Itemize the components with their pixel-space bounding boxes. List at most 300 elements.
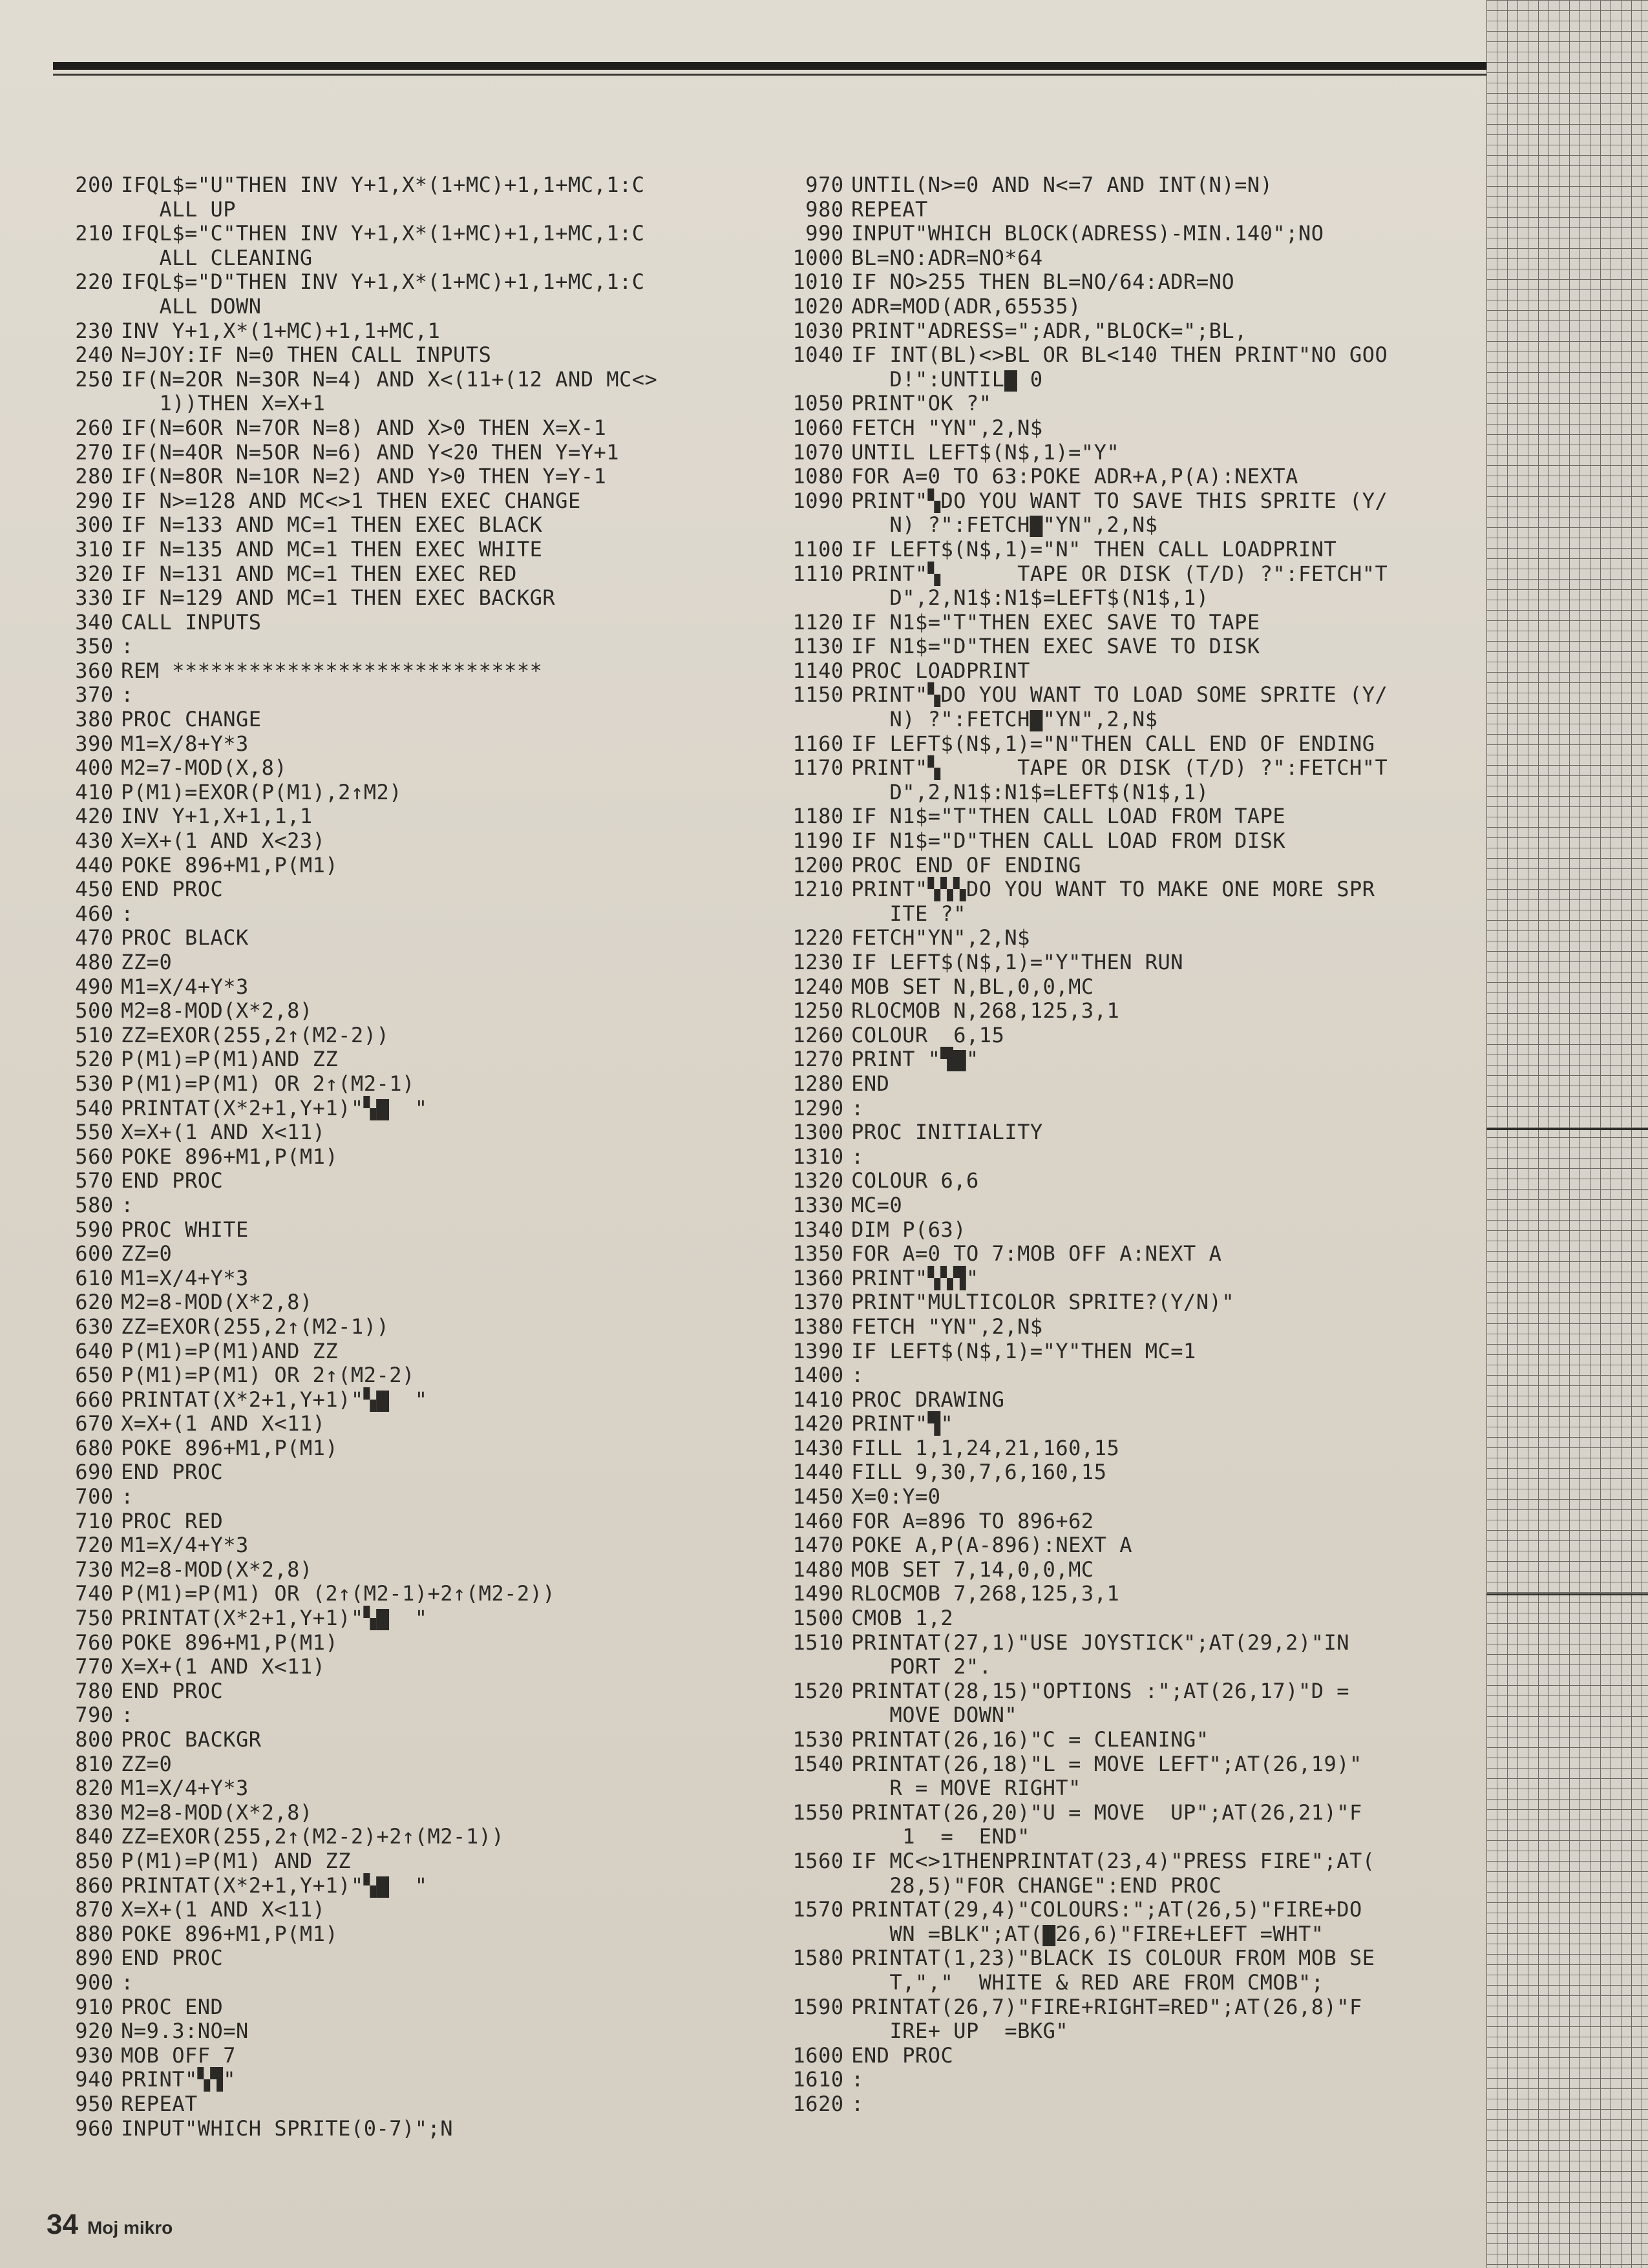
line-code: PRINT"▚DO YOU WANT TO LOAD SOME SPRITE (Y/ [851,682,1388,708]
code-line [39,1339,737,1364]
code-line [39,246,737,271]
code-line [769,2019,1480,2044]
line-code: PRINT"▚DO YOU WANT TO SAVE THIS SPRITE (Y/ [851,488,1388,513]
code-line [39,829,737,854]
code-line [769,1752,1480,1777]
line-number: 420 [75,804,114,829]
code-line [39,1290,737,1315]
line-number: 1270 [792,1047,844,1072]
line-code: PROC WHITE [121,1217,249,1242]
line-number: 1540 [792,1751,844,1776]
line-code: FOR A=0 TO 7:MOB OFF A:NEXT A [851,1241,1222,1266]
line-number: 430 [75,828,114,854]
line-code: PRINTAT(X*2+1,Y+1)"▚▇ " [121,1873,428,1898]
line-number: 1020 [792,293,844,319]
line-number: 1100 [792,536,844,562]
code-line [39,1728,737,1752]
code-line [769,950,1480,975]
line-code: PROC RED [121,1508,224,1533]
code-line [769,1193,1480,1218]
line-code: IF N1$="T"THEN CALL LOAD FROM TAPE [851,804,1286,829]
line-number: 380 [75,707,114,732]
code-line [39,659,737,684]
line-number [39,246,114,271]
code-line [769,1412,1480,1436]
line-number: 1240 [792,974,844,999]
line-number [769,708,844,732]
code-line [769,295,1480,319]
code-line [769,319,1480,344]
line-number: 870 [75,1897,114,1922]
line-code: ALL DOWN [121,293,262,319]
line-code: MOB SET 7,14,0,0,MC [851,1557,1094,1582]
code-line [769,1606,1480,1631]
line-code: PROC BACKGR [121,1727,262,1752]
line-code: M2=8-MOD(X*2,8) [121,1290,313,1315]
code-line [39,489,737,514]
line-number: 1390 [792,1338,844,1363]
line-code: CALL INPUTS [121,609,262,635]
line-number [769,1922,844,1947]
line-code: END PROC [121,877,224,902]
code-line [39,562,737,587]
line-number: 650 [75,1363,114,1388]
line-code: FILL 9,30,7,6,160,15 [851,1460,1107,1485]
line-code: COLOUR 6,15 [851,1022,1005,1047]
line-code: X=X+(1 AND X<11) [121,1120,326,1145]
line-number: 1120 [792,609,844,635]
line-code: POKE 896+M1,P(M1) [121,852,339,877]
line-number [39,198,114,222]
code-line [39,1485,737,1509]
line-code: N=JOY:IF N=0 THEN CALL INPUTS [121,342,492,368]
line-number: 1370 [792,1290,844,1315]
line-code: INV Y+1,X+1,1,1 [121,804,313,829]
line-code: POKE 896+M1,P(M1) [121,1921,339,1946]
line-code: PROC END OF ENDING [851,852,1081,877]
line-number: 1530 [792,1727,844,1752]
line-number: 1440 [792,1460,844,1485]
line-number: 1560 [792,1848,844,1873]
line-number: 820 [75,1776,114,1801]
line-number [769,1874,844,1898]
line-number: 560 [75,1144,114,1169]
line-number [769,1825,844,1849]
line-number: 1600 [792,2042,844,2068]
code-line [769,1120,1480,1145]
code-line [769,1218,1480,1243]
code-line [39,1218,737,1243]
line-code: PRINT"MULTICOLOR SPRITE?(Y/N)" [851,1290,1235,1315]
code-line [39,1874,737,1898]
line-number: 390 [75,731,114,756]
line-code: : [121,901,134,926]
code-line [769,1024,1480,1048]
line-number: 460 [75,901,114,926]
line-code: BL=NO:ADR=NO*64 [851,245,1043,270]
code-line [769,1825,1480,1849]
code-line [769,198,1480,222]
line-code: POKE A,P(A-896):NEXT A [851,1533,1132,1558]
line-number: 1460 [792,1508,844,1533]
margin-mark [1486,1593,1648,1595]
line-number: 200 [75,173,114,197]
line-code: : [121,1192,134,1217]
line-number: 1090 [792,488,844,513]
line-number: 210 [75,221,114,246]
code-line [39,2019,737,2044]
line-code: PROC END [121,1994,224,2019]
line-number: 1590 [792,1994,844,2019]
code-line [39,732,737,757]
code-line [769,1072,1480,1097]
code-line [769,635,1480,659]
code-line [39,1120,737,1145]
code-line [39,2044,737,2068]
line-number: 1000 [792,245,844,270]
code-line [39,1898,737,1922]
code-line [39,1825,737,1849]
code-line [769,1290,1480,1315]
code-line [39,854,737,878]
code-line [39,270,737,295]
line-number [769,368,844,392]
line-code: P(M1)=EXOR(P(M1),2↑M2) [121,779,402,804]
code-line [39,1922,737,1947]
line-code: ZZ=0 [121,950,173,974]
line-number: 1290 [792,1095,844,1120]
line-number: 450 [75,877,114,902]
code-line [769,1169,1480,1193]
code-line [39,2117,737,2141]
code-line [769,222,1480,246]
line-code: X=X+(1 AND X<11) [121,1897,326,1922]
line-number: 960 [75,2116,114,2141]
code-line [769,1776,1480,1801]
line-number: 340 [75,609,114,635]
code-line [769,1242,1480,1266]
code-line [769,756,1480,781]
line-code: END PROC [121,1678,224,1703]
code-line [39,635,737,659]
line-code: N) ?":FETCH▇"YN",2,N$ [851,707,1158,732]
line-code: P(M1)=P(M1) OR (2↑(M2-1)+2↑(M2-2)) [121,1581,556,1606]
line-number: 1230 [792,950,844,974]
line-number: 850 [75,1848,114,1873]
line-code: MOB SET N,BL,0,0,MC [851,974,1094,999]
line-code: ITE ?" [851,901,967,926]
line-number: 910 [75,1994,114,2019]
line-code: PRINT"OK ?" [851,391,992,416]
code-line [769,1922,1480,1947]
line-number: 400 [75,755,114,781]
code-line [39,708,737,732]
line-number: 660 [75,1387,114,1412]
code-line [769,804,1480,829]
code-line [769,781,1480,805]
line-code: ZZ=EXOR(255,2↑(M2-2)+2↑(M2-1)) [121,1824,505,1849]
line-code: PROC DRAWING [851,1387,1005,1412]
code-line [39,1242,737,1266]
code-line [769,1801,1480,1825]
line-code: PRINT"▚ TAPE OR DISK (T/D) ?":FETCH"T [851,755,1388,781]
line-number: 690 [75,1460,114,1485]
line-number: 1070 [792,439,844,465]
line-number: 550 [75,1120,114,1145]
code-line [39,513,737,538]
line-code: REPEAT [851,196,928,222]
code-line [769,877,1480,902]
line-number: 1450 [792,1484,844,1509]
code-line [769,708,1480,732]
code-line [39,1849,737,1874]
line-number: 480 [75,950,114,974]
line-code: PRINT"▚▜" [121,2067,237,2092]
code-line [39,1655,737,1679]
code-line [39,1436,737,1461]
line-number: 520 [75,1047,114,1072]
line-code: ZZ=EXOR(255,2↑(M2-2)) [121,1022,390,1047]
line-number: 1510 [792,1630,844,1655]
line-number: 720 [75,1533,114,1558]
code-line [39,804,737,829]
line-number: 1110 [792,561,844,586]
line-code: PRINTAT(26,18)"L = MOVE LEFT";AT(26,19)" [851,1751,1362,1776]
code-line [769,1097,1480,1121]
code-line [39,683,737,708]
line-code: IF MC<>1THENPRINTAT(23,4)"PRESS FIRE";AT( [851,1848,1375,1873]
line-code: PROC INITIALITY [851,1120,1043,1145]
line-number: 1300 [792,1120,844,1145]
code-line [769,1971,1480,1995]
line-code: IRE+ UP =BKG" [851,2019,1069,2044]
code-line [769,2044,1480,2068]
line-number: 1320 [792,1168,844,1193]
line-code: INV Y+1,X*(1+MC)+1,1+MC,1 [121,318,441,343]
code-line [769,1509,1480,1534]
line-code: PRINTAT(X*2+1,Y+1)"▚▇ " [121,1095,428,1120]
line-number: 1280 [792,1071,844,1096]
line-number: 1250 [792,998,844,1024]
line-code: : [121,682,134,708]
code-line [39,1509,737,1534]
line-code: M2=8-MOD(X*2,8) [121,1557,313,1582]
line-code: 1 = END" [851,1824,1030,1849]
line-number: 900 [75,1969,114,1995]
line-number: 1400 [792,1363,844,1388]
line-code: PROC LOADPRINT [851,658,1030,683]
line-number: 790 [75,1703,114,1728]
line-number: 620 [75,1290,114,1315]
line-code: ADR=MOD(ADR,65535) [851,293,1081,319]
line-number: 640 [75,1338,114,1363]
code-line [769,416,1480,441]
line-code: IF(N=8OR N=1OR N=2) AND Y>0 THEN Y=Y-1 [121,464,607,489]
code-line [39,1266,737,1291]
code-line [769,1388,1480,1412]
line-number: 930 [75,2042,114,2068]
line-number [769,586,844,611]
line-code: PRINTAT(29,4)"COLOURS:";AT(26,5)"FIRE+DO [851,1897,1362,1922]
line-code: IF LEFT$(N$,1)="N"THEN CALL END OF ENDING [851,731,1375,756]
line-code: IF LEFT$(N$,1)="Y"THEN MC=1 [851,1338,1196,1363]
line-number: 680 [75,1435,114,1460]
code-line [39,1047,737,1072]
code-line [39,877,737,902]
line-number: 710 [75,1508,114,1533]
line-code: M1=X/4+Y*3 [121,1776,249,1801]
code-line [769,1631,1480,1655]
code-line [39,1801,737,1825]
line-code: PORT 2". [851,1654,992,1679]
line-code: IF N=131 AND MC=1 THEN EXEC RED [121,561,517,586]
line-code: END PROC [121,1946,224,1971]
code-line [769,173,1480,198]
line-code: : [851,2091,864,2116]
line-number: 1010 [792,269,844,295]
header-rule-thin [53,74,1486,76]
line-number: 590 [75,1217,114,1242]
code-line [769,1558,1480,1582]
line-number: 470 [75,925,114,950]
line-code: M1=X/4+Y*3 [121,1265,249,1290]
code-line [769,270,1480,295]
code-line [39,222,737,246]
line-code: POKE 896+M1,P(M1) [121,1435,339,1460]
line-number [769,1971,844,1995]
page-footer [47,2209,173,2241]
line-number: 1550 [792,1800,844,1825]
code-line [39,1946,737,1971]
line-number: 890 [75,1946,114,1971]
code-line [39,1703,737,1728]
line-number: 1200 [792,852,844,877]
line-code: IF(N=4OR N=5OR N=6) AND Y<20 THEN Y=Y+1 [121,439,619,465]
line-code: M1=X/4+Y*3 [121,1533,249,1558]
line-number: 860 [75,1873,114,1898]
code-line [769,1047,1480,1072]
line-number: 370 [75,682,114,708]
code-line [769,1363,1480,1388]
page-number: 34 [47,2209,78,2240]
line-number: 700 [75,1484,114,1509]
line-number: 1380 [792,1314,844,1339]
code-line [769,1849,1480,1874]
line-code: FILL 1,1,24,21,160,15 [851,1435,1120,1460]
line-number: 1480 [792,1557,844,1582]
line-code: PRINT"▚▚▚DO YOU WANT TO MAKE ONE MORE SPR [851,877,1375,902]
line-code: END PROC [121,1460,224,1485]
line-code: PRINT"▚ TAPE OR DISK (T/D) ?":FETCH"T [851,561,1388,586]
code-line [769,465,1480,489]
line-number: 1190 [792,828,844,854]
code-line [769,2068,1480,2092]
line-code: D",2,N1$:N1$=LEFT$(N1$,1) [851,585,1209,611]
line-number: 490 [75,974,114,999]
line-number [39,295,114,319]
code-line [39,1752,737,1777]
line-code: : [851,1363,864,1388]
line-number: 1520 [792,1678,844,1703]
line-number: 1330 [792,1192,844,1217]
code-line [39,1363,737,1388]
code-line [769,343,1480,368]
line-code: IF N1$="T"THEN EXEC SAVE TO TAPE [851,609,1260,635]
code-line [39,392,737,416]
line-code: M2=8-MOD(X*2,8) [121,1800,313,1825]
line-number: 220 [75,269,114,295]
line-number: 1580 [792,1946,844,1971]
line-code: PRINTAT(X*2+1,Y+1)"▚▇ " [121,1387,428,1412]
code-line [39,1072,737,1097]
code-line [39,975,737,1000]
code-line [769,1679,1480,1704]
code-line [769,1485,1480,1509]
code-line [769,975,1480,1000]
code-line [39,1024,737,1048]
line-code: MOVE DOWN" [851,1703,1018,1728]
line-number: 1430 [792,1435,844,1460]
line-code: FETCH"YN",2,N$ [851,925,1030,950]
line-number: 670 [75,1411,114,1436]
line-code: P(M1)=P(M1) AND ZZ [121,1848,351,1873]
code-line [769,1995,1480,2020]
code-line [769,1582,1480,1606]
line-code: WN =BLK";AT(▇26,6)"FIRE+LEFT =WHT" [851,1921,1324,1946]
line-number: 1130 [792,634,844,659]
line-number: 1030 [792,318,844,343]
code-line [769,1703,1480,1728]
line-code: IFQL$="U"THEN INV Y+1,X*(1+MC)+1,1+MC,1:C [121,173,645,197]
code-line [769,1460,1480,1485]
line-number: 740 [75,1581,114,1606]
line-code: POKE 896+M1,P(M1) [121,1144,339,1169]
line-number: 510 [75,1022,114,1047]
line-code: IF(N=6OR N=7OR N=8) AND X>0 THEN X=X-1 [121,415,607,440]
line-code: : [851,1144,864,1169]
code-line [769,683,1480,708]
code-line [39,1412,737,1436]
line-number: 1220 [792,925,844,950]
code-line [769,611,1480,635]
code-line [769,926,1480,950]
line-code: P(M1)=P(M1) OR 2↑(M2-2) [121,1363,415,1388]
code-line [39,1145,737,1170]
line-code: PROC BLACK [121,925,249,950]
line-number: 290 [75,488,114,513]
header-rule-thick [53,62,1486,70]
line-number: 1500 [792,1606,844,1631]
line-code: FOR A=0 TO 63:POKE ADR+A,P(A):NEXTA [851,464,1298,489]
line-number: 300 [75,512,114,538]
line-code: END PROC [851,2042,954,2068]
code-line [39,586,737,611]
code-line [39,1582,737,1606]
line-number: 830 [75,1800,114,1825]
code-line [769,854,1480,878]
line-code: POKE 896+M1,P(M1) [121,1630,339,1655]
code-line [769,441,1480,465]
line-number [769,781,844,805]
line-code: IF N1$="D"THEN CALL LOAD FROM DISK [851,828,1286,854]
code-line [39,1388,737,1412]
line-number: 1210 [792,877,844,902]
code-line [769,1315,1480,1339]
code-line [769,392,1480,416]
line-code: M1=X/4+Y*3 [121,974,249,999]
line-code: PRINT"▚▚▜" [851,1265,979,1290]
line-number: 1570 [792,1897,844,1922]
